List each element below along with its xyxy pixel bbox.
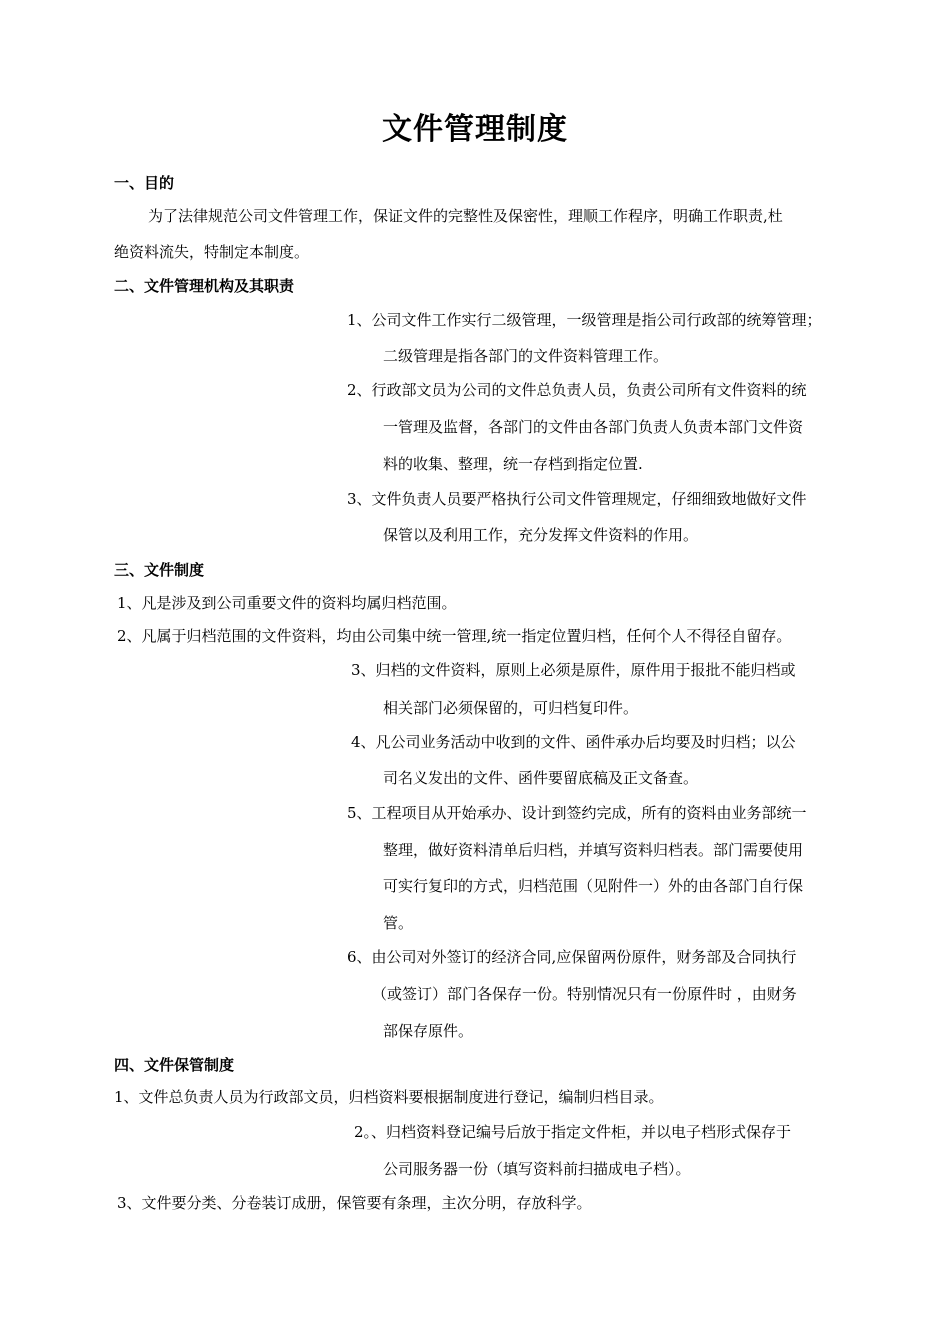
list-item-line: 1、凡是涉及到公司重要文件的资料均属归档范围。 [117, 594, 457, 612]
list-item-line: 3、文件要分类、分卷装订成册，保管要有条理，主次分明，存放科学。 [117, 1194, 592, 1212]
paragraph-line: 为了法律规范公司文件管理工作，保证文件的完整性及保密性，理顺工作程序，明确工作职责,杜 [148, 207, 783, 225]
list-item-line: 料的收集、整理，统一存档到指定位置. [383, 455, 643, 473]
list-item-line: 2。、归档资料登记编号后放于指定文件柜，并以电子档形式保存于 [354, 1123, 792, 1141]
section-heading-custody: 四、文件保管制度 [114, 1056, 235, 1074]
list-item-line: 司名义发出的文件、函件要留底稿及正文备查。 [383, 769, 699, 787]
document-title: 文件管理制度 [382, 112, 568, 147]
list-item-line: （或签订）部门各保存一份。特别情况只有一份原件时 ，由财务 [372, 985, 797, 1003]
list-item-line: 保管以及利用工作，充分发挥文件资料的作用。 [383, 526, 699, 544]
list-item-line: 1、文件总负责人员为行政部文员，归档资料要根据制度进行登记，编制归档目录。 [114, 1088, 664, 1106]
list-item-line: 3、文件负责人员要严格执行公司文件管理规定，仔细细致地做好文件 [347, 490, 807, 508]
list-item-line: 公司服务器一份（填写资料前扫描成电子档）。 [383, 1160, 691, 1178]
list-item-line: 2、凡属于归档范围的文件资料，均由公司集中统一管理,统一指定位置归档，任何个人不得径自留存。 [117, 627, 792, 645]
list-item-line: 二级管理是指各部门的文件资料管理工作。 [383, 347, 669, 365]
list-item-line: 1、公司文件工作实行二级管理，一级管理是指公司行政部的统筹管理； [347, 311, 822, 329]
section-heading-file-system: 三、文件制度 [114, 561, 205, 579]
list-item-line: 相关部门必须保留的，可归档复印件。 [383, 699, 639, 717]
list-item-line: 整理，做好资料清单后归档，并填写资料归档表。部门需要使用 [383, 841, 804, 859]
paragraph-line: 绝资料流失，特制定本制度。 [114, 243, 310, 261]
list-item-line: 管。 [383, 914, 414, 932]
section-heading-purpose: 一、目的 [114, 174, 175, 192]
list-item-line: 部保存原件。 [383, 1022, 474, 1040]
list-item-line: 4、凡公司业务活动中收到的文件、函件承办后均要及时归档；以公 [351, 733, 796, 751]
list-item-line: 3、归档的文件资料，原则上必须是原件，原件用于报批不能归档或 [351, 661, 796, 679]
list-item-line: 2、行政部文员为公司的文件总负责人员，负责公司所有文件资料的统 [347, 381, 807, 399]
list-item-line: 一管理及监督，各部门的文件由各部门负责人负责本部门文件资 [383, 418, 804, 436]
list-item-line: 5、工程项目从开始承办、设计到签约完成，所有的资料由业务部统一 [347, 804, 807, 822]
section-heading-organization: 二、文件管理机构及其职责 [114, 277, 295, 295]
list-item-line: 可实行复印的方式，归档范围（见附件一）外的由各部门自行保 [383, 877, 804, 895]
list-item-line: 6、由公司对外签订的经济合同,应保留两份原件，财务部及合同执行 [347, 948, 797, 966]
